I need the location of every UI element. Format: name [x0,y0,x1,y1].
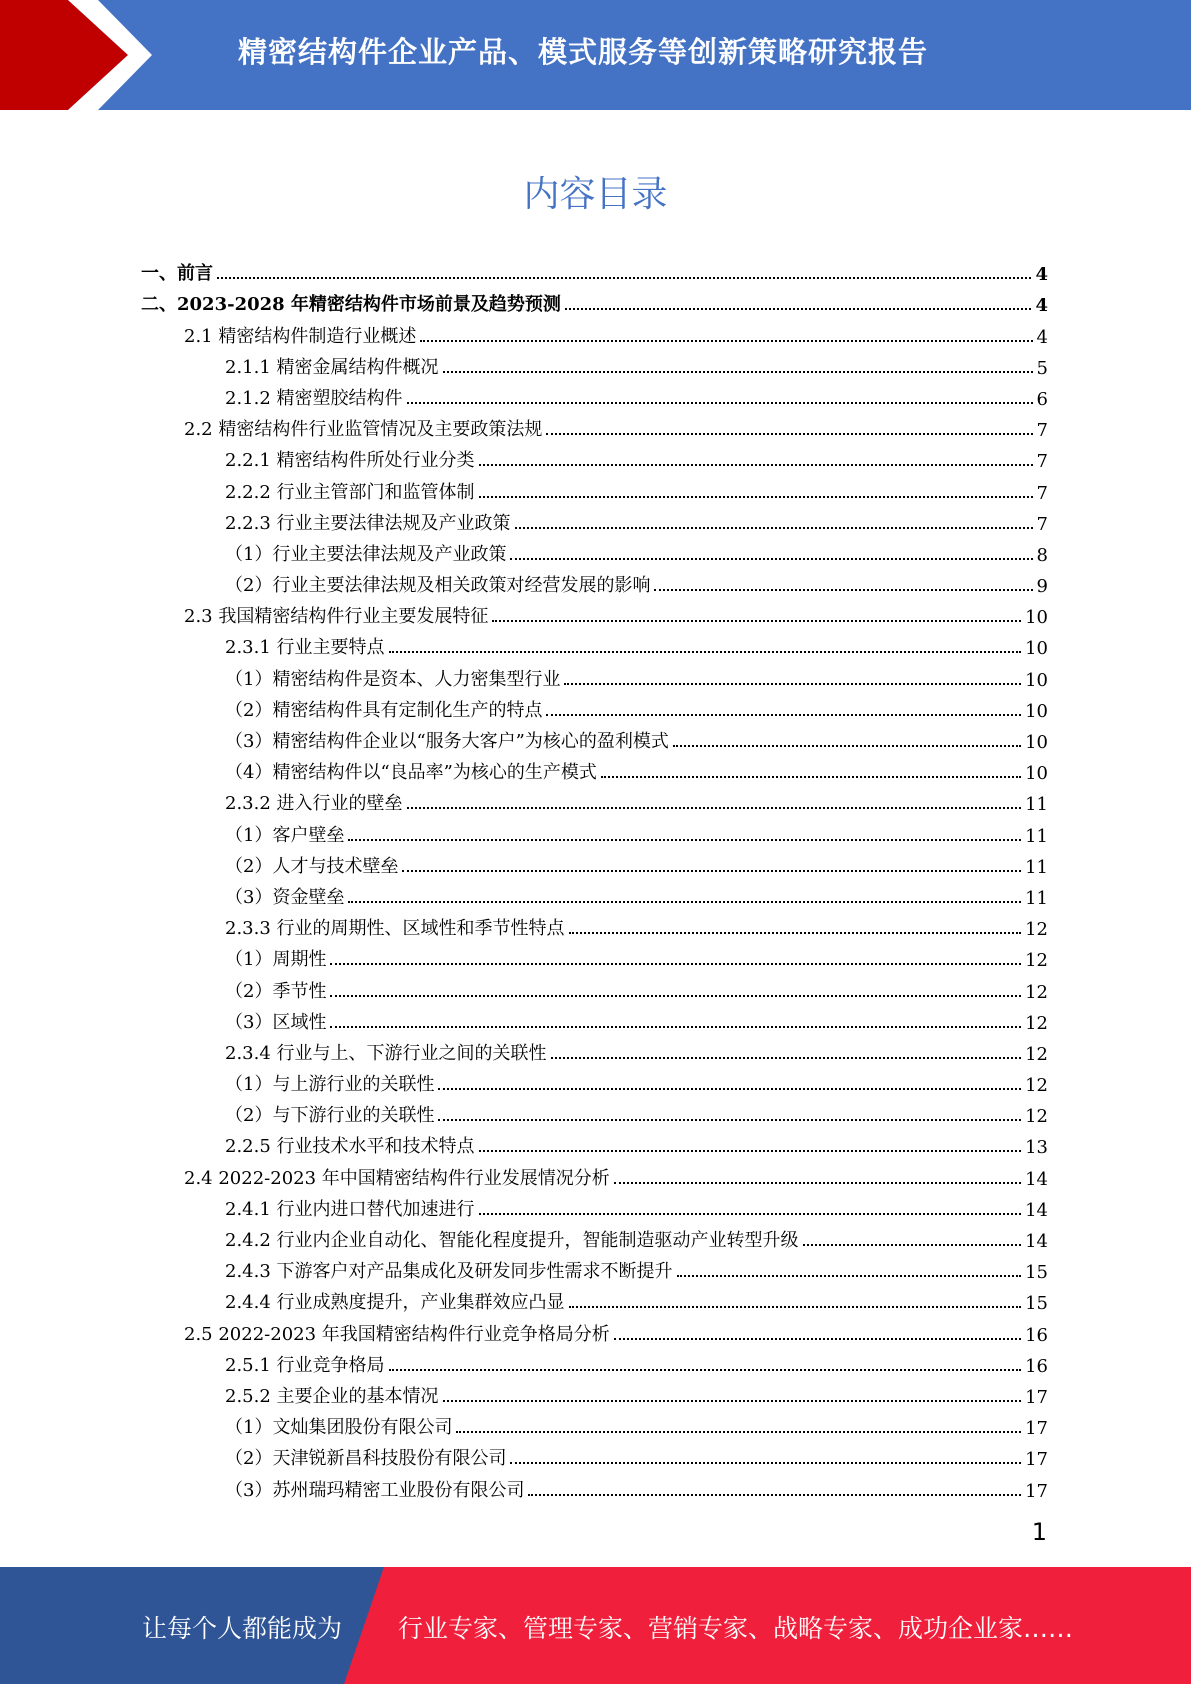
toc-entry-label: 2.1 精密结构件制造行业概述 [184,325,417,347]
toc-entry-label: 2.3.2 进入行业的壁垒 [225,793,403,815]
toc-dot-leader [443,1400,1022,1402]
toc-dot-leader [348,901,1021,903]
toc-entry-page: 13 [1025,1137,1048,1159]
footer-band [0,1567,1191,1684]
toc-dot-leader [654,589,1032,591]
toc-dot-leader [565,308,1032,310]
toc-dot-leader [515,527,1033,529]
toc-entry-page: 11 [1025,794,1048,816]
toc-entry[interactable] [141,1221,1048,1252]
toc-entry[interactable] [141,316,1048,347]
report-title: 精密结构件企业产品、模式服务等创新策略研究报告 [238,35,929,69]
toc-entry-label: 2.5.2 主要企业的基本情况 [225,1385,439,1407]
toc-dot-leader [420,340,1032,342]
toc-entry-label: （2）天津锐新昌科技股份有限公司 [225,1448,507,1470]
toc-entry-label: （1）与上游行业的关联性 [225,1074,435,1096]
toc-entry-page: 16 [1025,1355,1048,1377]
toc-entry[interactable] [141,1190,1048,1221]
toc-entry-page: 17 [1025,1449,1048,1471]
toc-dot-leader [479,1213,1022,1215]
toc-dot-leader [479,1150,1022,1152]
toc-entry-page: 15 [1025,1293,1048,1315]
toc-entry-page: 10 [1025,607,1048,629]
toc-dot-leader [614,1338,1021,1340]
toc-entry-page: 4 [1036,326,1048,348]
toc-entry-page: 12 [1025,950,1048,972]
toc-entry[interactable] [141,348,1048,379]
toc-entry-label: （1）行业主要法律法规及产业政策 [225,543,507,565]
toc-entry[interactable] [141,1283,1048,1314]
toc-entry[interactable] [141,909,1048,940]
toc-entry-page: 4 [1035,295,1048,317]
toc-entry[interactable] [141,597,1048,628]
toc-dot-leader [217,277,1031,279]
toc-dot-leader [551,1057,1022,1059]
toc-dot-leader [677,1275,1022,1277]
toc-entry[interactable] [141,254,1048,285]
toc-entry[interactable] [141,1065,1048,1096]
toc-entry[interactable] [141,1314,1048,1345]
toc-entry-label: （4）精密结构件以“良品率”为核心的生产模式 [225,762,597,784]
toc-dot-leader [402,870,1021,872]
toc-entry[interactable] [141,1377,1048,1408]
toc-entry-page: 12 [1025,1075,1048,1097]
toc-entry-page: 14 [1025,1231,1048,1252]
toc-entry[interactable] [141,410,1048,441]
toc-entry-page: 7 [1036,451,1048,473]
toc-entry[interactable] [141,504,1048,535]
toc-entry[interactable] [141,815,1048,846]
toc-dot-leader [389,651,1022,653]
toc-entry-label: （1）周期性 [225,949,327,971]
toc-entry-label: （3）区域性 [225,1011,327,1033]
toc-entry-label: 2.5 2022-2023 年我国精密结构件行业竞争格局分析 [184,1323,610,1345]
toc-entry-label: 2.3.1 行业主要特点 [225,637,385,659]
toc-entry-label: 2.4.4 行业成熟度提升，产业集群效应凸显 [225,1292,565,1314]
toc-entry-page: 10 [1025,669,1048,691]
toc-entry[interactable] [141,722,1048,753]
toc-entry-label: （1）文灿集团股份有限公司 [225,1417,453,1439]
toc-entry-page: 17 [1025,1480,1048,1502]
toc-entry[interactable] [141,1158,1048,1189]
toc-entry[interactable] [141,878,1048,909]
toc-dot-leader [438,1119,1021,1121]
toc-entry-label: （2）行业主要法律法规及相关政策对经营发展的影响 [225,575,651,597]
toc-entry-page: 10 [1025,700,1048,722]
toc-entry-label: （1）精密结构件是资本、人力密集型行业 [225,668,561,690]
toc-entry-page: 16 [1025,1324,1048,1346]
toc-entry-page: 12 [1025,1012,1048,1034]
toc-entry[interactable] [141,971,1048,1002]
toc-entry-page: 17 [1025,1418,1048,1440]
toc-dot-leader [546,714,1021,716]
toc-entry[interactable] [141,1346,1048,1377]
toc-dot-leader [407,807,1022,809]
toc-entry-label: （3）苏州瑞玛精密工业股份有限公司 [225,1479,525,1501]
toc-entry[interactable] [141,472,1048,503]
toc-entry[interactable] [141,1096,1048,1127]
toc-entry[interactable] [141,784,1048,815]
toc-entry[interactable] [141,1252,1048,1283]
toc-entry-label: 2.1.2 精密塑胶结构件 [225,387,403,409]
toc-entry-label: 2.1.1 精密金属结构件概况 [225,356,439,378]
toc-entry[interactable] [141,753,1048,784]
toc-entry-label: （2）人才与技术壁垒 [225,855,399,877]
toc-entry-label: 2.2.2 行业主管部门和监管体制 [225,481,475,503]
toc-dot-leader [348,839,1021,841]
toc-entry-label: （2）与下游行业的关联性 [225,1105,435,1127]
toc-entry-label: 二、2023-2028 年精密结构件市场前景及趋势预测 [141,294,561,316]
page-number: 1 [1031,1518,1047,1546]
toc-entry-page: 6 [1036,388,1048,410]
toc-entry-page: 8 [1036,544,1048,566]
toc-entry-page: 7 [1036,420,1048,442]
toc-dot-leader [510,558,1032,560]
toc-dot-leader [569,932,1022,934]
toc-entry[interactable] [141,566,1048,597]
toc-entry-label: （3）精密结构件企业以“服务大客户”为核心的盈利模式 [225,731,669,752]
toc-entry-label: 一、前言 [141,263,213,285]
toc-dot-leader [443,371,1033,373]
toc-entry[interactable] [141,1127,1048,1158]
toc-entry[interactable] [141,847,1048,878]
toc-entry-label: 2.4.3 下游客户对产品集成化及研发同步性需求不断提升 [225,1261,673,1283]
toc-entry-page: 11 [1025,825,1048,847]
toc-dot-leader [389,1369,1022,1371]
toc-entry-label: 2.2.3 行业主要法律法规及产业政策 [225,512,511,534]
toc-dot-leader [456,1431,1021,1433]
toc-entry[interactable] [141,535,1048,566]
toc-dot-leader [330,1026,1021,1028]
toc-entry[interactable] [141,441,1048,472]
toc-entry-page: 14 [1025,1168,1048,1190]
toc-entry[interactable] [141,691,1048,722]
toc-entry-page: 9 [1036,576,1048,598]
toc-entry-label: （2）精密结构件具有定制化生产的特点 [225,699,543,721]
toc-dot-leader [673,745,1021,747]
toc-heading: 内容目录 [523,174,668,215]
toc-entry[interactable] [141,1439,1048,1470]
toc-entry-label: 2.2 精密结构件行业监管情况及主要政策法规 [184,419,543,441]
toc-entry-page: 7 [1036,482,1048,504]
toc-entry-page: 15 [1025,1262,1048,1284]
toc-entry-page: 10 [1025,638,1048,660]
toc-dot-leader [330,995,1021,997]
toc-entry-label: 2.4 2022-2023 年中国精密结构件行业发展情况分析 [184,1167,610,1189]
toc-dot-leader [492,620,1021,622]
footer-slogan-right: 行业专家、管理专家、营销专家、战略专家、成功企业家…… [398,1614,1074,1643]
toc-list [141,254,1048,1502]
toc-entry[interactable] [141,1003,1048,1034]
toc-dot-leader [528,1494,1021,1496]
toc-entry-label: 2.5.1 行业竞争格局 [225,1354,385,1376]
toc-entry-page: 14 [1025,1199,1048,1221]
toc-entry-page: 12 [1025,919,1048,941]
toc-entry[interactable] [141,1470,1048,1501]
toc-dot-leader [601,776,1021,778]
toc-entry-label: 2.3.4 行业与上、下游行业之间的关联性 [225,1042,547,1064]
header-band [0,0,1191,110]
toc-entry-label: 2.3 我国精密结构件行业主要发展特征 [184,606,489,628]
toc-entry[interactable] [141,628,1048,659]
toc-dot-leader [564,683,1021,685]
toc-entry[interactable] [141,940,1048,971]
toc-dot-leader [510,1462,1021,1464]
toc-entry-label: （3）资金壁垒 [225,886,345,908]
toc-entry-page: 12 [1025,981,1048,1003]
toc-entry[interactable] [141,1034,1048,1065]
toc-entry-page: 5 [1036,357,1048,379]
toc-entry-page: 11 [1025,856,1048,878]
toc-dot-leader [546,433,1032,435]
toc-dot-leader [438,1088,1021,1090]
footer-slogan-left: 让每个人都能成为 [142,1614,343,1643]
toc-entry-label: （2）季节性 [225,980,327,1002]
toc-entry-page: 10 [1025,732,1048,753]
toc-entry-label: 2.4.1 行业内进口替代加速进行 [225,1198,475,1220]
toc-dot-leader [614,1182,1021,1184]
toc-entry-page: 11 [1025,887,1048,909]
toc-entry-label: 2.3.3 行业的周期性、区域性和季节性特点 [225,918,565,940]
toc-dot-leader [330,963,1021,965]
toc-entry-page: 7 [1036,513,1048,535]
toc-entry-page: 4 [1035,264,1048,286]
toc-entry-label: （1）客户壁垒 [225,824,345,846]
toc-entry-page: 17 [1025,1386,1048,1408]
toc-entry[interactable] [141,285,1048,316]
toc-dot-leader [569,1306,1022,1308]
toc-dot-leader [479,464,1033,466]
toc-entry[interactable] [141,659,1048,690]
toc-entry-label: 2.4.2 行业内企业自动化、智能化程度提升，智能制造驱动产业转型升级 [225,1230,799,1251]
toc-entry-page: 10 [1025,763,1048,785]
toc-dot-leader [479,496,1033,498]
toc-entry-page: 12 [1025,1043,1048,1065]
toc-entry[interactable] [141,1408,1048,1439]
toc-dot-leader [803,1244,1022,1246]
toc-entry-page: 12 [1025,1106,1048,1128]
toc-entry-label: 2.2.1 精密结构件所处行业分类 [225,450,475,472]
toc-entry[interactable] [141,379,1048,410]
toc-dot-leader [407,402,1033,404]
toc-entry-label: 2.2.5 行业技术水平和技术特点 [225,1136,475,1158]
